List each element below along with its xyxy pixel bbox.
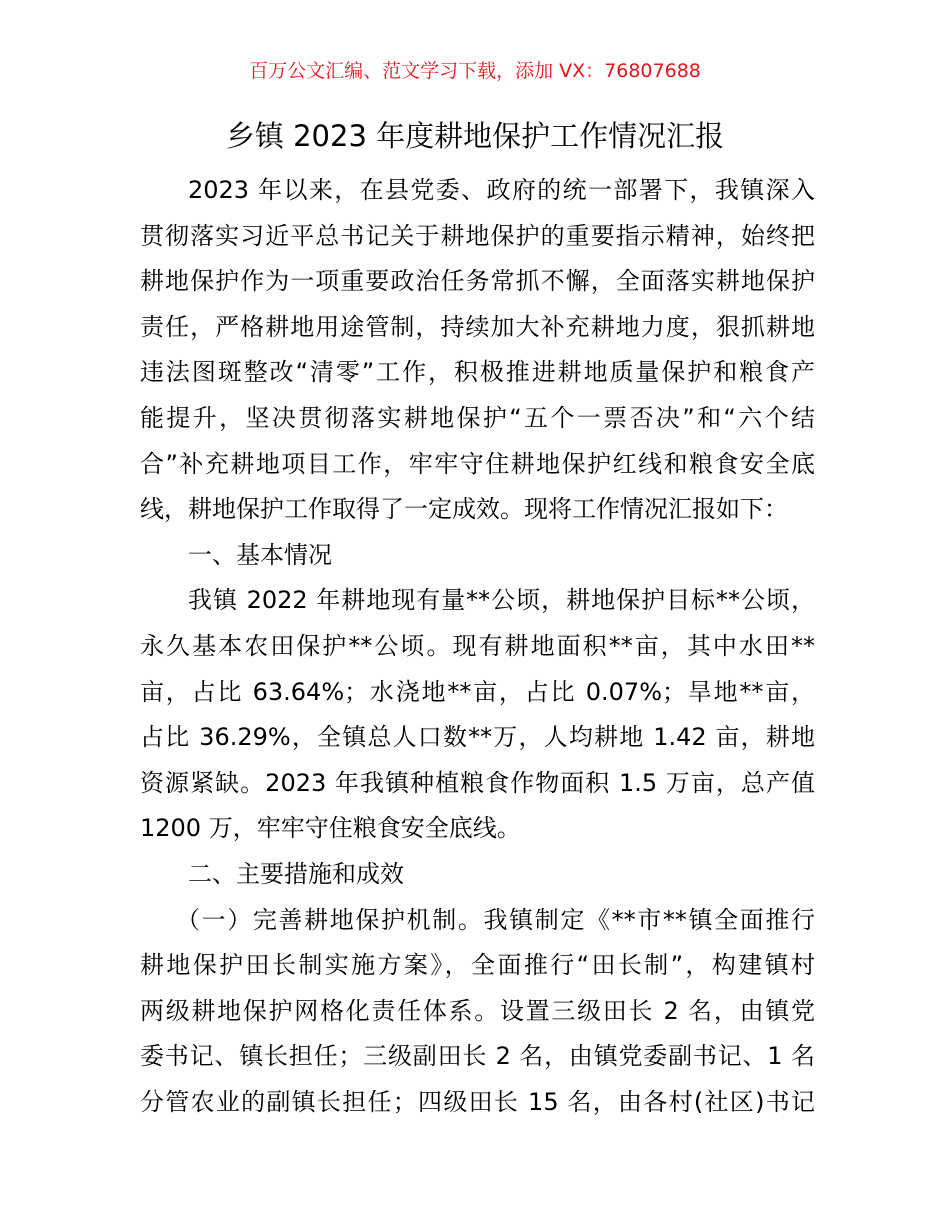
text-line: 合”补充耕地项目工作，牢牢守住耕地保护红线和粮食安全底 [140,449,815,478]
paragraph-intro [140,168,815,533]
text-line: 耕地保护作为一项重要政治任务常抓不懈，全面落实耕地保护 [140,267,815,296]
paragraph-mechanism [140,898,815,1126]
text-line: 责任，严格耕地用途管制，持续加大补充耕地力度，狠抓耕地 [140,312,815,341]
text-line: 亩，占比 63.64%；水浇地**亩，占比 0.07%；旱地**亩， [140,677,815,706]
text-line: 两级耕地保护网格化责任体系。设置三级田长 2 名，由镇党 [140,996,815,1025]
watermark-banner: 百万公文汇编、范文学习下载，添加 VX：76807688 [249,60,701,82]
text-line: 1200 万，牢牢守住粮食安全底线。 [140,814,521,843]
text-line: 我镇 2022 年耕地现有量**公顷，耕地保护目标**公顷， [188,586,815,615]
text-line: 违法图斑整改“清零”工作，积极推进耕地质量保护和粮食产 [140,358,815,387]
paragraph-basic-situation [140,578,815,852]
text-line: 分管农业的副镇长担任；四级田长 15 名，由各村(社区)书记 [140,1087,815,1116]
section-heading-basic-situation: 一、基本情况 [188,540,332,569]
text-line: 贯彻落实习近平总书记关于耕地保护的重要指示精神，始终把 [140,221,815,250]
text-line: 委书记、镇长担任；三级副田长 2 名，由镇党委副书记、1 名 [140,1042,815,1071]
text-line: 占比 36.29%，全镇总人口数**万，人均耕地 1.42 亩，耕地 [140,723,815,752]
text-line: 2023 年以来，在县党委、政府的统一部署下，我镇深入 [188,176,815,204]
document-body [140,168,815,1125]
section-heading-measures: 二、主要措施和成效 [188,859,404,888]
text-line: 资源紧缺。2023 年我镇种植粮食作物面积 1.5 万亩，总产值 [140,768,815,797]
text-line: 永久基本农田保护**公顷。现有耕地面积**亩，其中水田** [140,631,815,660]
text-line: 耕地保护田长制实施方案》，全面推行“田长制”，构建镇村 [140,951,815,980]
text-line: 能提升，坚决贯彻落实耕地保护“五个一票否决”和“六个结 [140,403,815,432]
document-title: 乡镇 2023 年度耕地保护工作情况汇报 [225,119,725,153]
text-line: 线，耕地保护工作取得了一定成效。现将工作情况汇报如下： [140,495,788,524]
text-line: （一）完善耕地保护机制。我镇制定《**市**镇全面推行 [176,905,815,934]
